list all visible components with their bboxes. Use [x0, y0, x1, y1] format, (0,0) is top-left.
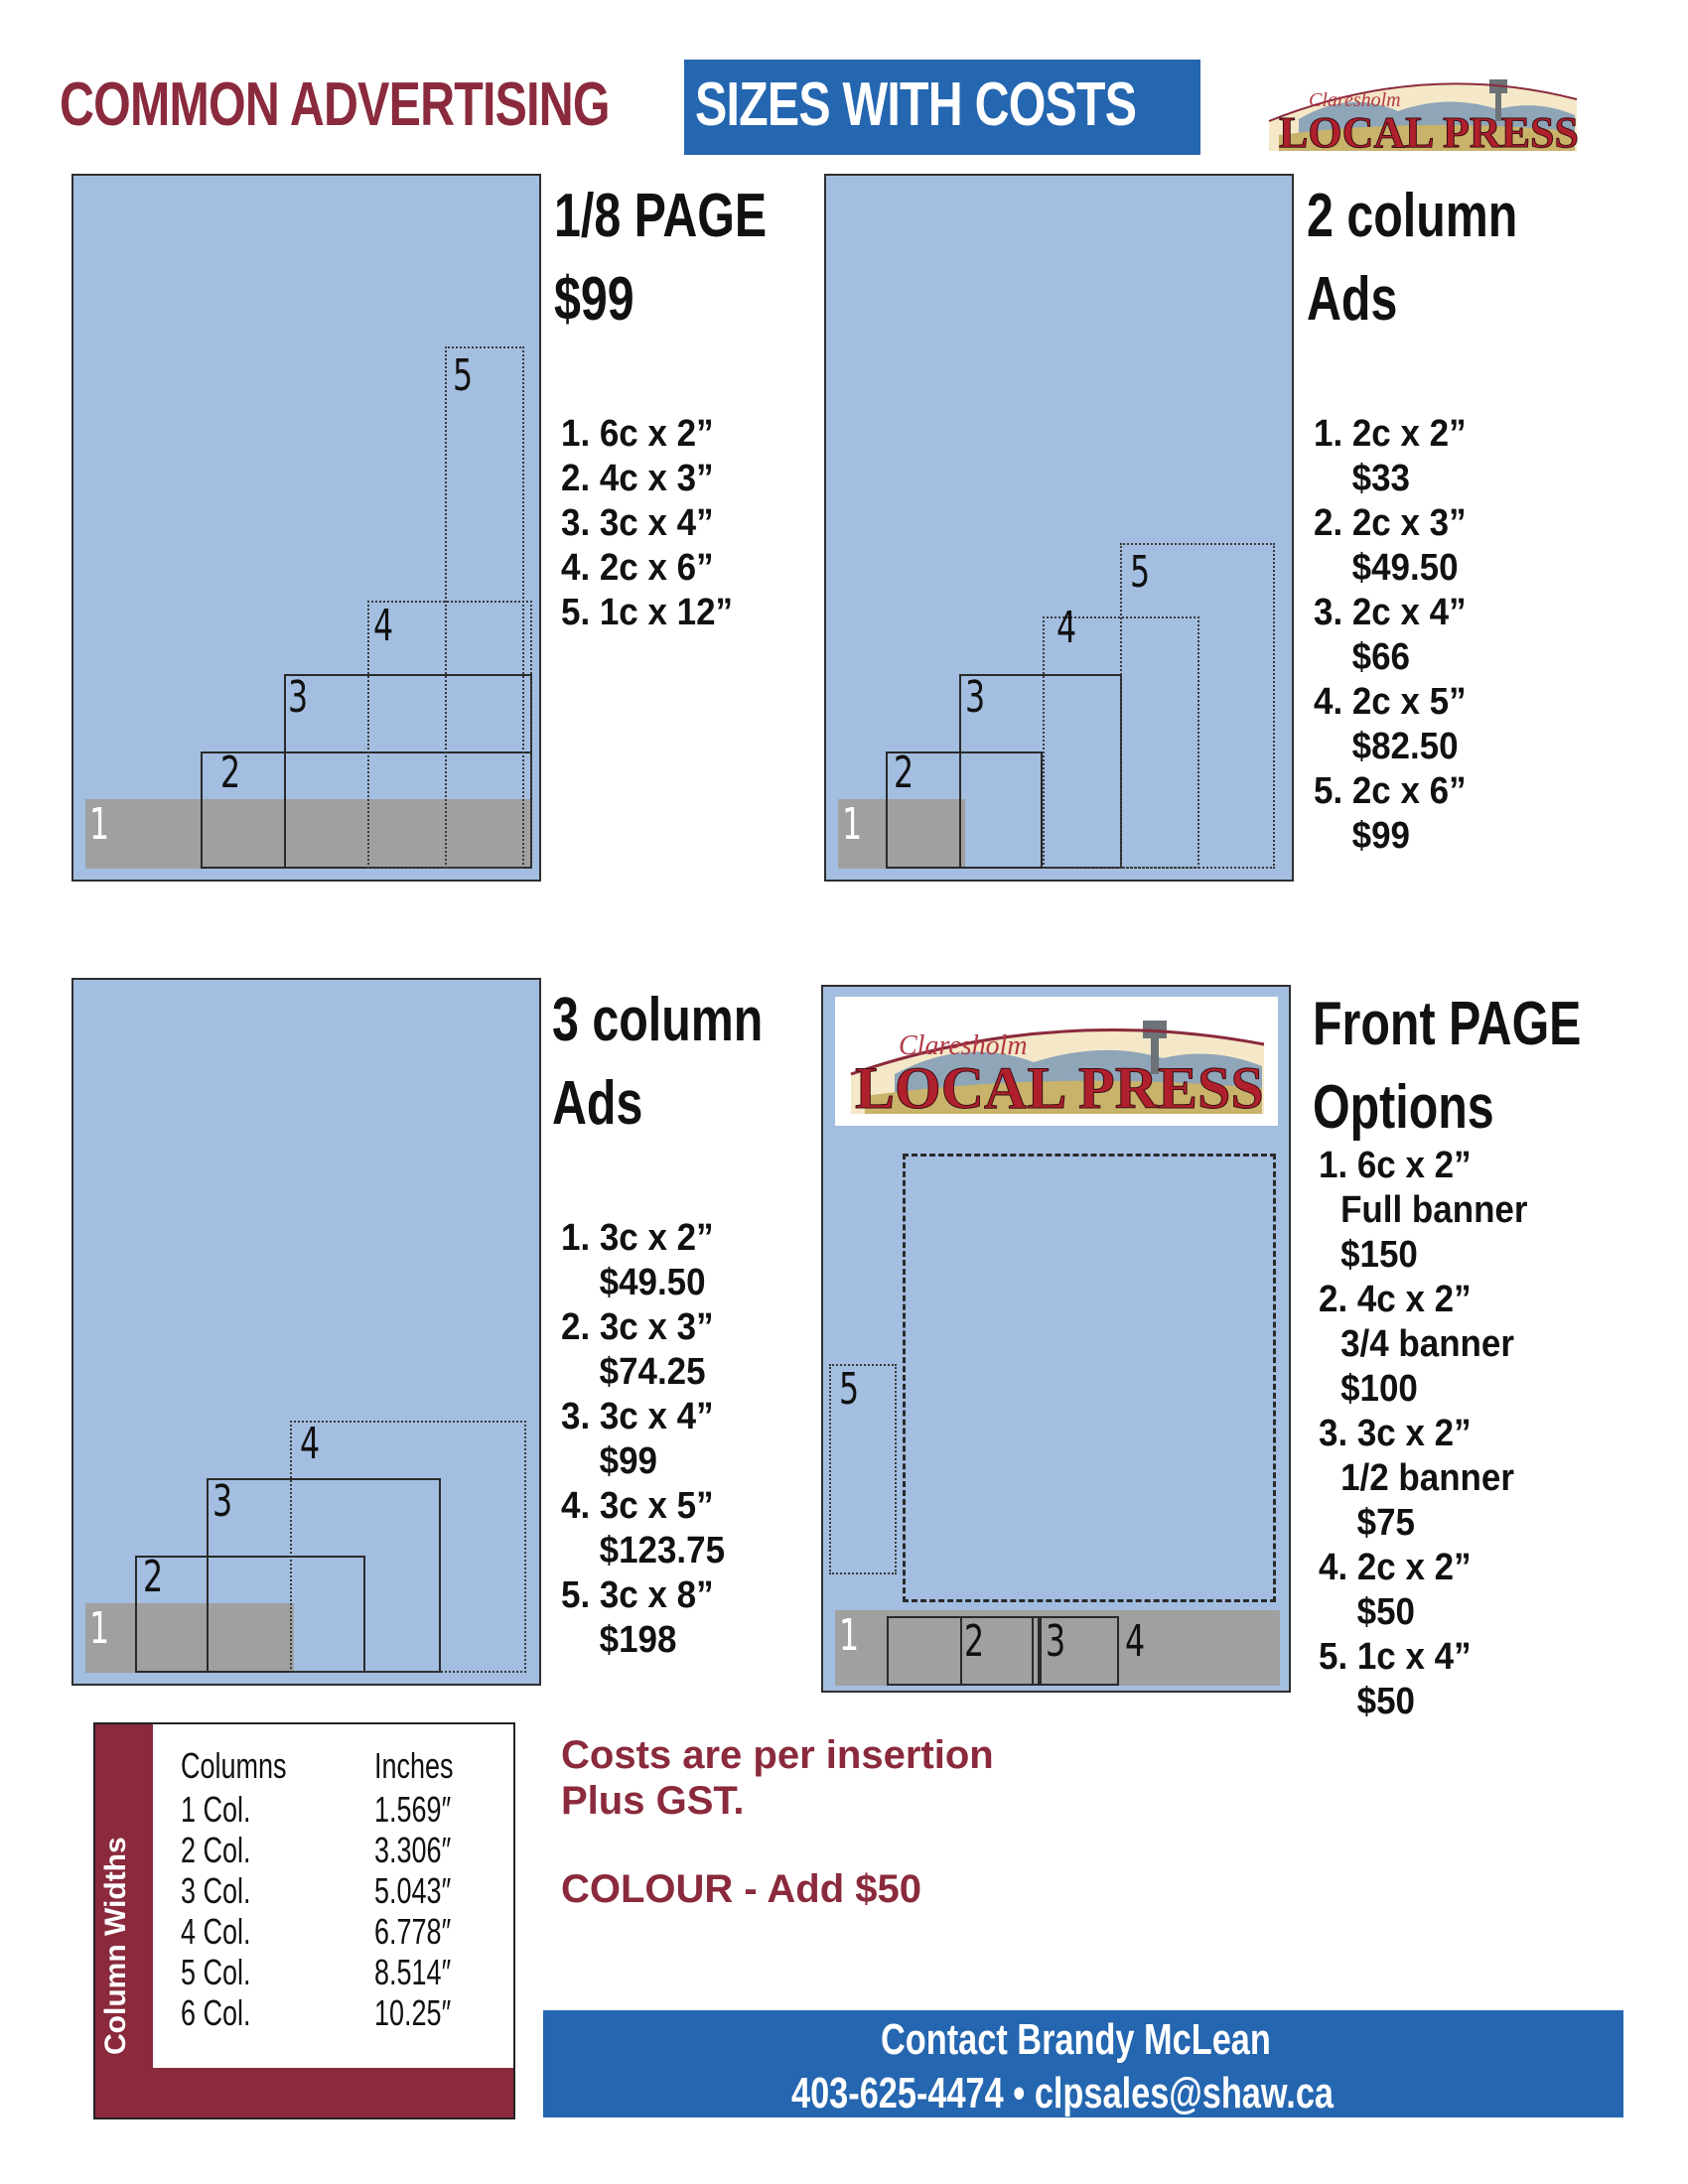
logo-town: Claresholm [1309, 89, 1401, 111]
ad-label-1: 1 [839, 1610, 860, 1661]
list-item-price: $49.50 [1351, 547, 1459, 589]
ad-label-2: 2 [143, 1552, 164, 1602]
three-column-list [561, 1216, 725, 1663]
list-item-size: 3. 3c x 4” [561, 1396, 714, 1437]
table-row-inch: 8.514″ [374, 1952, 452, 1992]
header-title-left: COMMON ADVERTISING [60, 70, 610, 139]
ad-label-3: 3 [212, 1476, 233, 1527]
ad-label-5: 5 [1130, 547, 1151, 598]
two-column-diagram [824, 174, 1294, 882]
ad-label-3: 3 [1046, 1616, 1066, 1667]
ad-label-4: 4 [373, 601, 394, 651]
ad-label-4: 4 [300, 1419, 321, 1469]
eighth-page-title: 1/8 PAGE [554, 182, 768, 250]
ad-label-4: 4 [1125, 1616, 1146, 1667]
ad-label-1: 1 [89, 799, 110, 850]
ad-label-2: 2 [894, 748, 914, 798]
eighth-page-list [561, 412, 733, 635]
list-item-size: 1. 6c x 2” [1319, 1145, 1472, 1186]
eighth-page-price: $99 [554, 265, 634, 334]
list-item-price: $74.25 [599, 1351, 706, 1393]
list-item-price: $99 [599, 1440, 657, 1482]
table-row-inch: 1.569″ [374, 1789, 452, 1830]
ad-label-3: 3 [965, 672, 986, 723]
logo-name: LOCAL PRESS [855, 1055, 1264, 1121]
contact-name: Contact Brandy McLean [881, 2015, 1271, 2064]
ad-label-4: 4 [1056, 603, 1077, 653]
table-row-col: 5 Col. [181, 1952, 251, 1992]
ad-label-5: 5 [839, 1364, 860, 1415]
cost-note-line2: Plus GST. [561, 1779, 745, 1823]
two-column-title: 2 column [1307, 182, 1518, 250]
colour-note: COLOUR - Add $50 [561, 1867, 921, 1911]
column-header-inches: Inches [374, 1745, 454, 1786]
eighth-page-diagram [71, 174, 541, 882]
two-column-subtitle: Ads [1307, 265, 1398, 334]
front-page-subtitle: Options [1313, 1073, 1494, 1142]
list-item-price: $75 [1356, 1502, 1415, 1544]
contact-text [543, 2013, 1623, 2120]
list-item-price: $33 [1351, 458, 1410, 499]
list-item-size: 3. 2c x 4” [1314, 592, 1467, 633]
table-row-col: 1 Col. [181, 1789, 251, 1830]
ad-4 [290, 1421, 526, 1673]
list-item-price: $82.50 [1351, 726, 1459, 767]
ad-label-2: 2 [964, 1616, 985, 1667]
list-item-price: $66 [1351, 636, 1410, 678]
table-row-inch: 3.306″ [374, 1830, 452, 1870]
column-widths-label: Column Widths [99, 1837, 132, 2055]
ad-label-1: 1 [89, 1603, 110, 1654]
ad-label-1: 1 [842, 799, 863, 850]
list-item-size: 1. 3c x 2” [561, 1217, 714, 1259]
list-item-size: 5. 1c x 4” [1319, 1636, 1472, 1678]
table-row-col: 4 Col. [181, 1911, 251, 1952]
table-row-inch: 5.043″ [374, 1870, 452, 1911]
list-item-size: 3. 3c x 2” [1319, 1413, 1472, 1454]
list-item: 5. 1c x 12” [561, 592, 734, 633]
front-page-logo [835, 997, 1278, 1126]
table-row-col: 6 Col. [181, 1992, 251, 2033]
table-row-inch: 6.778″ [374, 1911, 452, 1952]
list-item-size: 2. 3c x 3” [561, 1306, 714, 1348]
contact-details: 403-625-4474 • clpsales@shaw.ca [791, 2069, 1335, 2117]
ad-label-5: 5 [453, 350, 474, 401]
logo-name: LOCAL PRESS [1279, 108, 1579, 157]
front-page-diagram [821, 985, 1291, 1693]
list-item-size: 4. 2c x 5” [1314, 681, 1467, 723]
list-item-price: $100 [1340, 1368, 1418, 1410]
local-press-logo [1259, 60, 1587, 159]
list-item-desc: Full banner [1340, 1189, 1528, 1231]
front-page-list [1319, 1144, 1527, 1724]
table-row-col: 3 Col. [181, 1870, 251, 1911]
three-column-subtitle: Ads [552, 1069, 643, 1138]
table-row-col: 2 Col. [181, 1830, 251, 1870]
column-header-columns: Columns [181, 1745, 287, 1786]
header-title-right: SIZES WITH COSTS [695, 70, 1137, 139]
two-column-list [1314, 412, 1467, 859]
cost-note-line1: Costs are per insertion [561, 1733, 994, 1777]
list-item-price: $50 [1356, 1681, 1415, 1722]
list-item: 1. 6c x 2” [561, 413, 714, 455]
list-item: 4. 2c x 6” [561, 547, 714, 589]
list-item-price: $150 [1340, 1234, 1418, 1276]
list-item: 3. 3c x 4” [561, 502, 714, 544]
logo-town: Claresholm [899, 1030, 1028, 1061]
table-row-inch: 10.25″ [374, 1992, 452, 2033]
ad-5 [445, 346, 524, 869]
front-page-title: Front PAGE [1313, 990, 1582, 1058]
list-item-desc: 1/2 banner [1340, 1457, 1514, 1499]
list-item-size: 5. 3c x 8” [561, 1574, 714, 1616]
list-item-size: 2. 4c x 2” [1319, 1279, 1472, 1320]
list-item-price: $198 [599, 1619, 677, 1661]
list-item-price: $99 [1351, 815, 1410, 857]
list-item-size: 5. 2c x 6” [1314, 770, 1467, 812]
list-item-price: $123.75 [599, 1530, 726, 1571]
list-item-size: 4. 2c x 2” [1319, 1547, 1472, 1588]
list-item: 2. 4c x 3” [561, 458, 714, 499]
list-item-size: 2. 2c x 3” [1314, 502, 1467, 544]
list-item-desc: 3/4 banner [1340, 1323, 1514, 1365]
list-item-price: $50 [1356, 1591, 1415, 1633]
column-widths-footer-bar [95, 2068, 513, 2117]
three-column-title: 3 column [552, 986, 764, 1054]
list-item-size: 1. 2c x 2” [1314, 413, 1467, 455]
list-item-price: $49.50 [599, 1262, 706, 1303]
ad-label-3: 3 [288, 672, 309, 723]
ad-label-2: 2 [220, 748, 241, 798]
ad-1 [903, 1154, 1276, 1602]
list-item-size: 4. 3c x 5” [561, 1485, 714, 1527]
three-column-diagram [71, 978, 541, 1686]
